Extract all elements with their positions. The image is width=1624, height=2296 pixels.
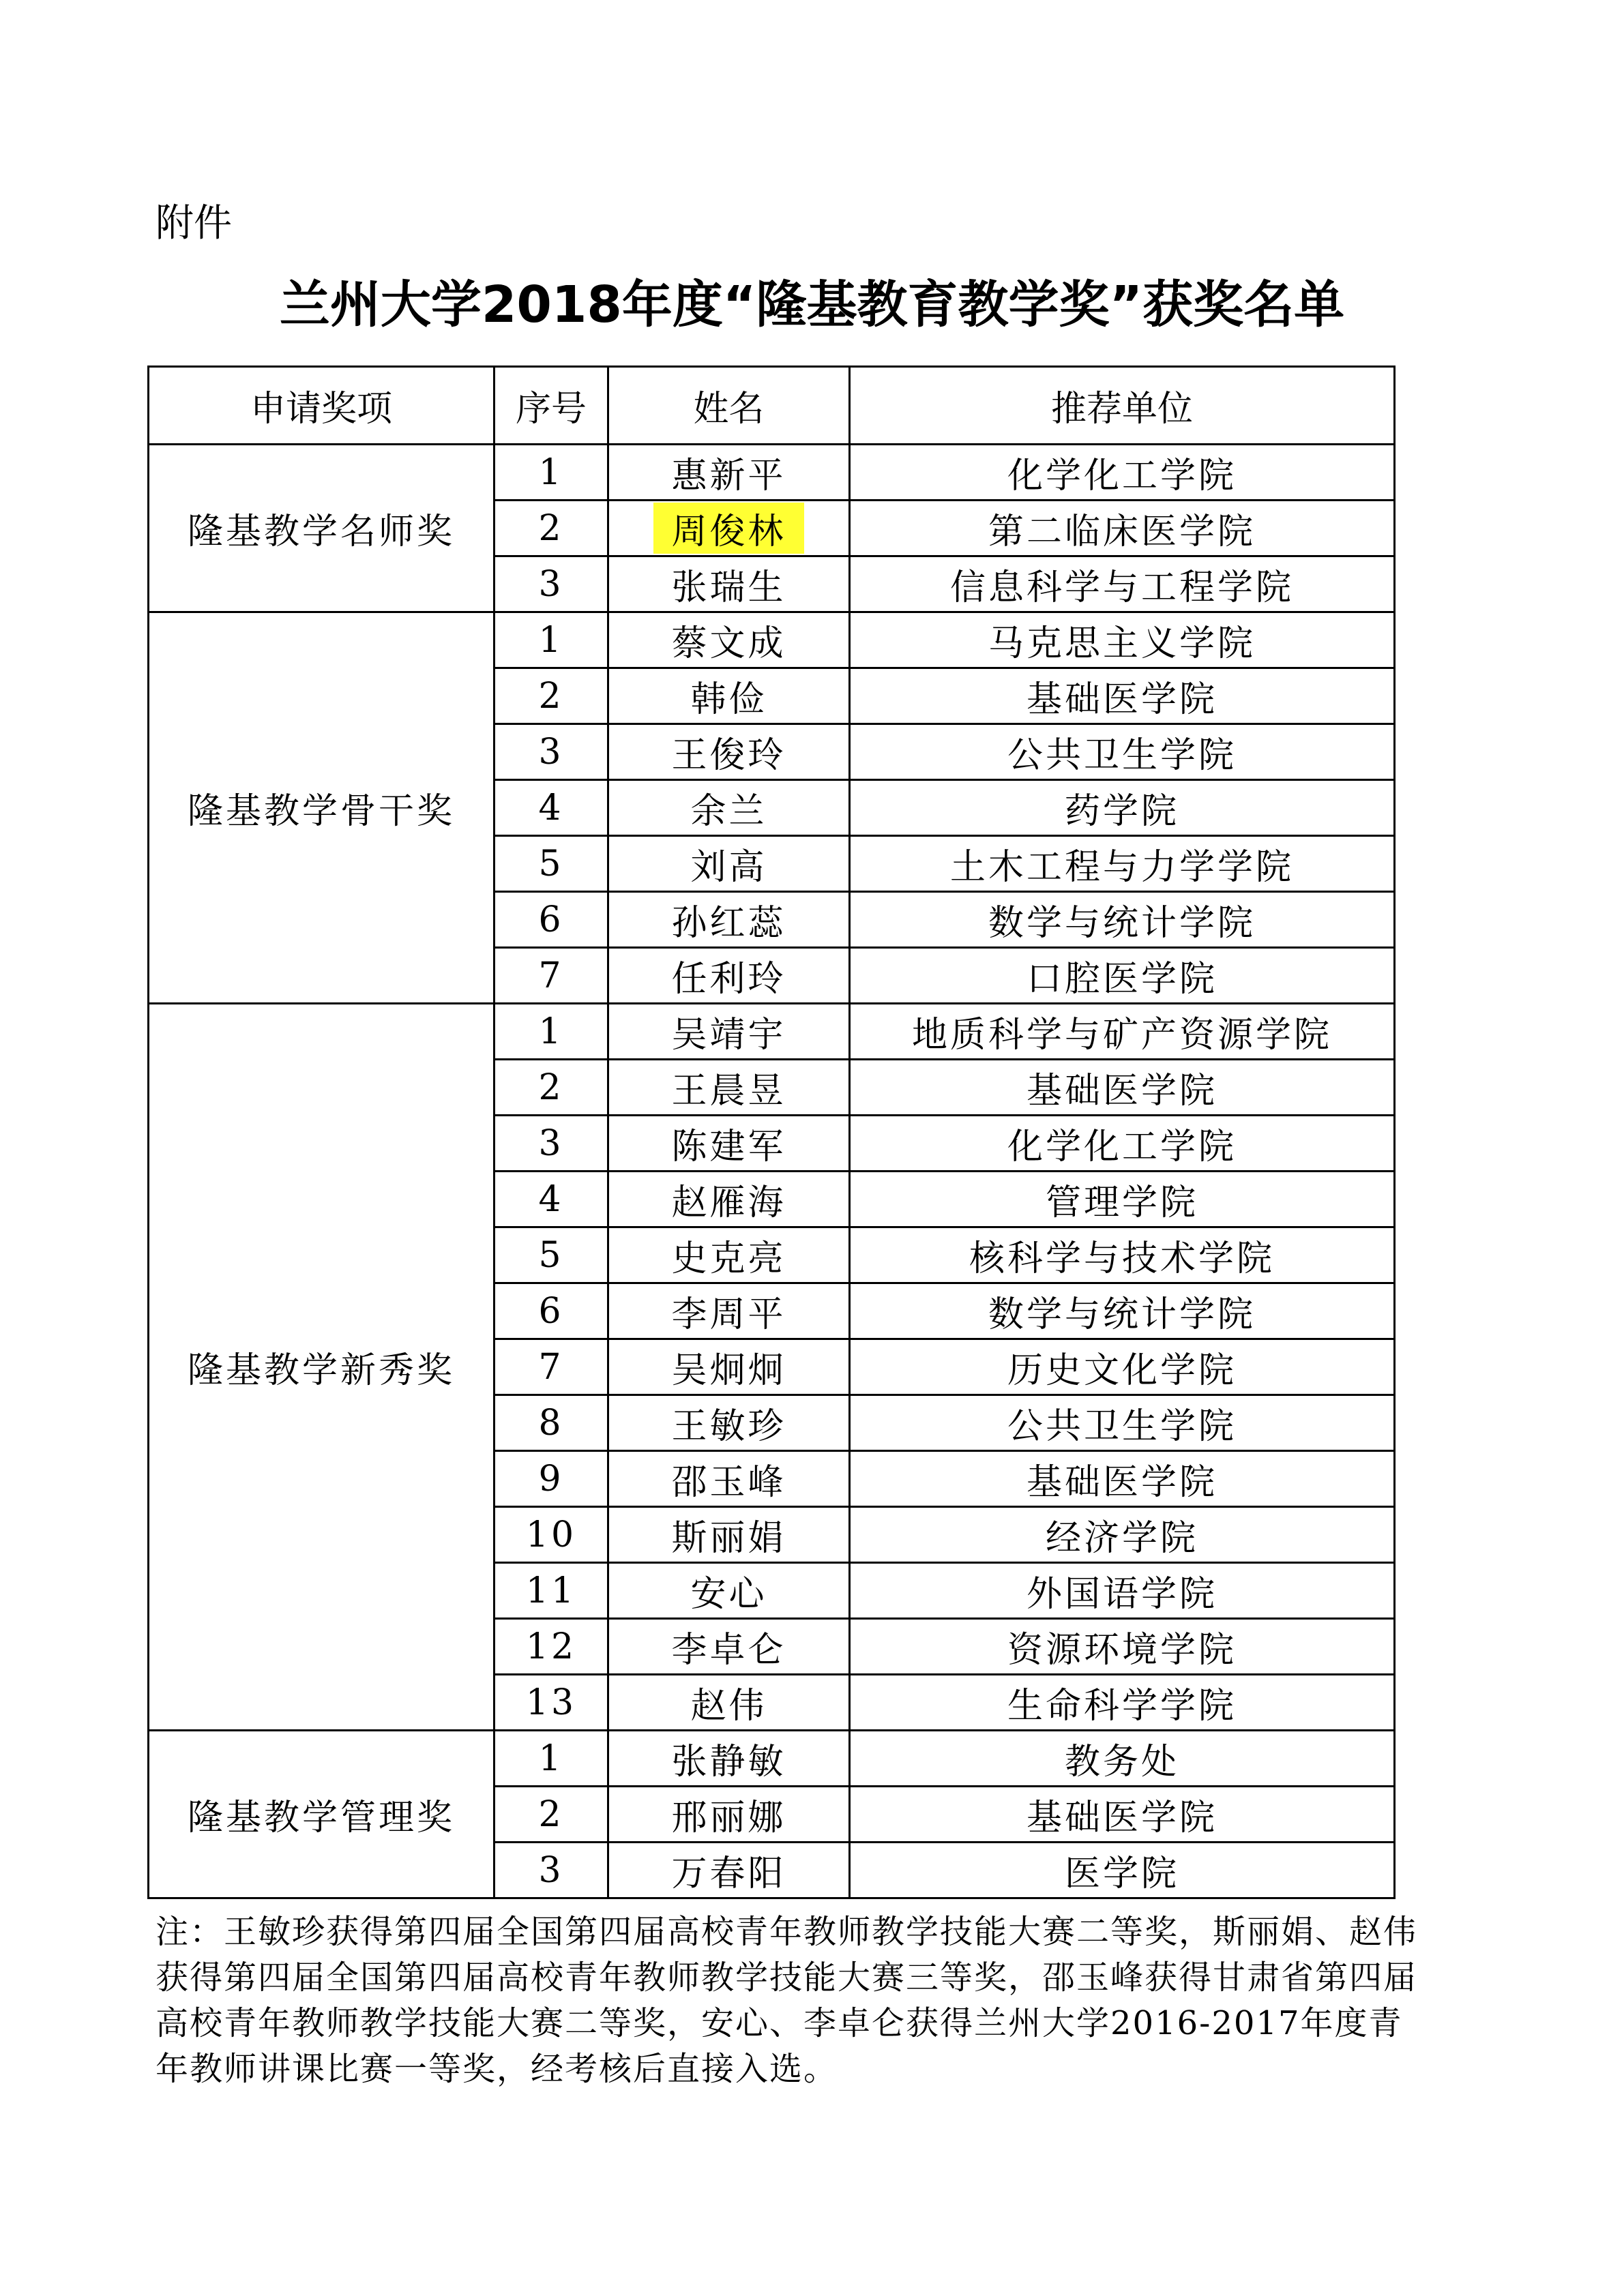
winner-name-cell	[608, 1787, 850, 1843]
row-number: 10	[494, 1507, 608, 1563]
row-number: 3	[494, 724, 608, 780]
footnote: 注：王敏珍获得第四届全国第四届高校青年教师教学技能大赛二等奖，斯丽娟、赵伟获得第四届全国第四届高校青年教师教学技能大赛三等奖，邵玉峰获得甘肃省第四届高校青年教师教学技能大赛二等奖，安心、李卓仑获得兰州大学2016-2017年度青年教师讲课比赛一等奖，经考核后直接入选。	[156, 1913, 1418, 2088]
row-number: 5	[494, 836, 608, 892]
recommending-unit: 医学院	[850, 1843, 1395, 1898]
row-number: 2	[494, 668, 608, 724]
winner-name-cell	[608, 892, 850, 948]
winner-name: 王敏珍	[671, 1406, 786, 1447]
recommending-unit: 药学院	[850, 780, 1395, 836]
recommending-unit: 公共卫生学院	[850, 724, 1395, 780]
winner-name-cell	[608, 1843, 850, 1898]
winner-name-cell	[608, 668, 850, 724]
recommending-unit: 第二临床医学院	[850, 501, 1395, 556]
recommending-unit: 教务处	[850, 1731, 1395, 1787]
winner-name-cell	[608, 1563, 850, 1619]
recommending-unit: 经济学院	[850, 1507, 1395, 1563]
winner-name-cell	[608, 445, 850, 501]
winner-name-cell	[608, 1395, 850, 1451]
table-row	[149, 1731, 1395, 1787]
winner-name-cell	[608, 1619, 850, 1675]
winner-name: 赵伟	[690, 1686, 767, 1727]
recommending-unit: 管理学院	[850, 1172, 1395, 1227]
row-number: 2	[494, 1060, 608, 1116]
winner-name-cell	[608, 1339, 850, 1395]
winner-name: 吴靖宇	[671, 1015, 786, 1056]
winner-name-cell	[608, 612, 850, 668]
winner-name-cell	[608, 1004, 850, 1060]
row-number: 1	[494, 1731, 608, 1787]
recommending-unit: 基础医学院	[850, 1451, 1395, 1507]
winner-name-cell	[608, 1731, 850, 1787]
winner-name-cell	[608, 1060, 850, 1116]
row-number: 7	[494, 948, 608, 1004]
winner-name: 刘高	[690, 847, 767, 888]
recommending-unit: 核科学与技术学院	[850, 1227, 1395, 1283]
header-number: 序号	[494, 367, 608, 445]
winner-name: 王俊玲	[671, 735, 786, 776]
winner-name: 赵雁海	[671, 1182, 786, 1223]
row-number: 11	[494, 1563, 608, 1619]
row-number: 3	[494, 1843, 608, 1898]
winner-name: 周俊林	[653, 503, 803, 554]
winner-name-cell	[608, 780, 850, 836]
winner-name: 安心	[690, 1574, 767, 1615]
winner-name: 任利玲	[671, 959, 786, 1000]
row-number: 2	[494, 1787, 608, 1843]
winner-name: 孙红蕊	[671, 903, 786, 944]
row-number: 2	[494, 501, 608, 556]
row-number: 6	[494, 892, 608, 948]
row-number: 6	[494, 1283, 608, 1339]
winner-name: 张静敏	[671, 1742, 786, 1783]
winner-name: 张瑞生	[671, 567, 786, 608]
winner-name: 陈建军	[671, 1127, 786, 1167]
award-category: 隆基教学新秀奖	[149, 1004, 494, 1731]
header-name: 姓名	[608, 367, 850, 445]
table-row	[149, 1004, 1395, 1060]
winner-name: 邢丽娜	[671, 1798, 786, 1838]
winner-name-cell	[608, 1451, 850, 1507]
winner-name: 吴炯炯	[671, 1350, 786, 1391]
row-number: 4	[494, 780, 608, 836]
recommending-unit: 土木工程与力学学院	[850, 836, 1395, 892]
winner-name: 李卓仑	[671, 1630, 786, 1671]
winner-name-cell	[608, 836, 850, 892]
row-number: 3	[494, 556, 608, 612]
header-row	[149, 367, 1395, 445]
recommending-unit: 化学化工学院	[850, 445, 1395, 501]
winner-name-cell	[608, 501, 850, 556]
winner-name: 惠新平	[671, 456, 786, 496]
row-number: 1	[494, 612, 608, 668]
header-unit: 推荐单位	[850, 367, 1395, 445]
recommending-unit: 基础医学院	[850, 668, 1395, 724]
row-number: 13	[494, 1675, 608, 1731]
recommending-unit: 化学化工学院	[850, 1116, 1395, 1172]
row-number: 7	[494, 1339, 608, 1395]
award-category: 隆基教学骨干奖	[149, 612, 494, 1004]
recommending-unit: 马克思主义学院	[850, 612, 1395, 668]
winner-name-cell	[608, 1116, 850, 1172]
winner-name: 万春阳	[671, 1853, 786, 1894]
row-number: 5	[494, 1227, 608, 1283]
winner-name-cell	[608, 948, 850, 1004]
recommending-unit: 资源环境学院	[850, 1619, 1395, 1675]
winner-name: 斯丽娟	[671, 1518, 786, 1559]
recommending-unit: 口腔医学院	[850, 948, 1395, 1004]
table-body	[149, 445, 1395, 1898]
winner-name-cell	[608, 1172, 850, 1227]
award-table	[147, 366, 1396, 1899]
winner-name-cell	[608, 1507, 850, 1563]
recommending-unit: 外国语学院	[850, 1563, 1395, 1619]
row-number: 4	[494, 1172, 608, 1227]
attachment-label: 附件	[156, 201, 232, 245]
winner-name: 史克亮	[671, 1238, 786, 1279]
table-row	[149, 612, 1395, 668]
recommending-unit: 基础医学院	[850, 1787, 1395, 1843]
winner-name: 蔡文成	[671, 623, 786, 664]
winner-name-cell	[608, 724, 850, 780]
page-title: 兰州大学2018年度“隆基教育教学奖”获奖名单	[279, 275, 1345, 334]
header-category: 申请奖项	[149, 367, 494, 445]
recommending-unit: 地质科学与矿产资源学院	[850, 1004, 1395, 1060]
row-number: 12	[494, 1619, 608, 1675]
row-number: 1	[494, 1004, 608, 1060]
winner-name: 韩俭	[690, 679, 767, 720]
winner-name-cell	[608, 1675, 850, 1731]
winner-name-cell	[608, 556, 850, 612]
recommending-unit: 基础医学院	[850, 1060, 1395, 1116]
winner-name-cell	[608, 1283, 850, 1339]
recommending-unit: 生命科学学院	[850, 1675, 1395, 1731]
row-number: 3	[494, 1116, 608, 1172]
winner-name: 王晨昱	[671, 1071, 786, 1112]
table-row	[149, 445, 1395, 501]
winner-name: 余兰	[690, 791, 767, 832]
recommending-unit: 公共卫生学院	[850, 1395, 1395, 1451]
row-number: 9	[494, 1451, 608, 1507]
recommending-unit: 数学与统计学院	[850, 1283, 1395, 1339]
row-number: 1	[494, 445, 608, 501]
winner-name: 邵玉峰	[671, 1462, 786, 1503]
award-category: 隆基教学名师奖	[149, 445, 494, 612]
award-category: 隆基教学管理奖	[149, 1731, 494, 1898]
recommending-unit: 历史文化学院	[850, 1339, 1395, 1395]
row-number: 8	[494, 1395, 608, 1451]
recommending-unit: 数学与统计学院	[850, 892, 1395, 948]
winner-name: 李周平	[671, 1294, 786, 1335]
winner-name-cell	[608, 1227, 850, 1283]
recommending-unit: 信息科学与工程学院	[850, 556, 1395, 612]
